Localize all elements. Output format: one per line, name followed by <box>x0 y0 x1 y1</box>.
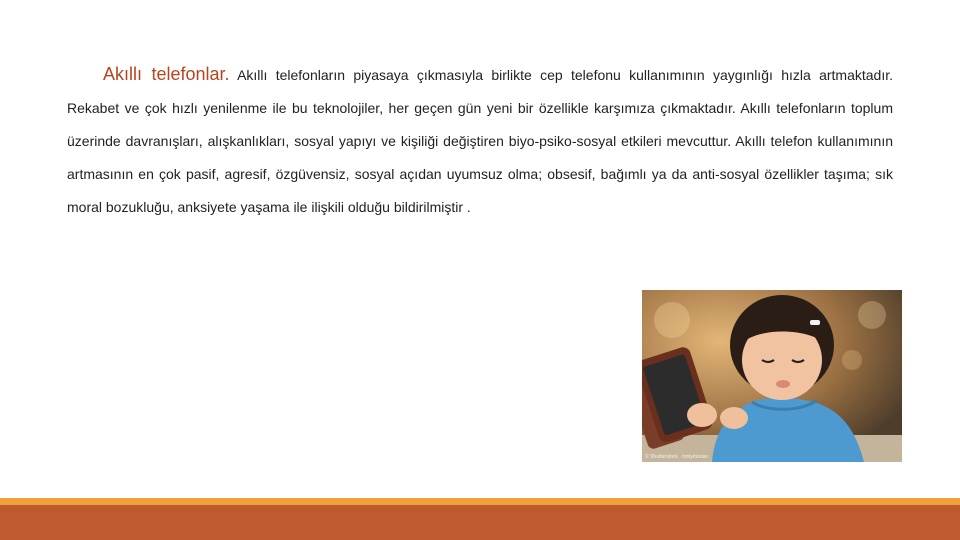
photo-illustration <box>642 290 902 462</box>
section-heading: Akıllı telefonlar. <box>103 64 230 84</box>
footer-accent-band <box>0 498 960 505</box>
photo-credit: © Shutterstock · tonlymouse <box>645 454 708 460</box>
footer-bar <box>0 505 960 540</box>
body-paragraph: Akıllı telefonların piyasaya çıkmasıyla birlikte cep telefonu kullanımının yaygınlığı hızla artmaktadır. Rekabet ve çok hızlı yenilenme ile bu teknolojiler, her geçen gün yeni bir özellikle karşımıza çıkmaktadır. Akıllı telefonların toplum üzerinde davranışları, alışkanlıkları, sosyal yapıyı ve kişiliği değiştiren biyo-psiko-sosyal etkileri mevcuttur. Akıllı telefon kullanımının artmasının en çok pasif, agresif, özgüvensiz, sosyal açıdan uyumsuz olma; obsesif, bağımlı ya da anti-sosyal özellikler taşıma; sık moral bozukluğu, anksiyete yaşama ile ilişkili olduğu bildirilmiştir . <box>67 67 894 215</box>
child-with-smartphone-photo <box>642 290 902 462</box>
slide-body-text <box>67 58 893 224</box>
